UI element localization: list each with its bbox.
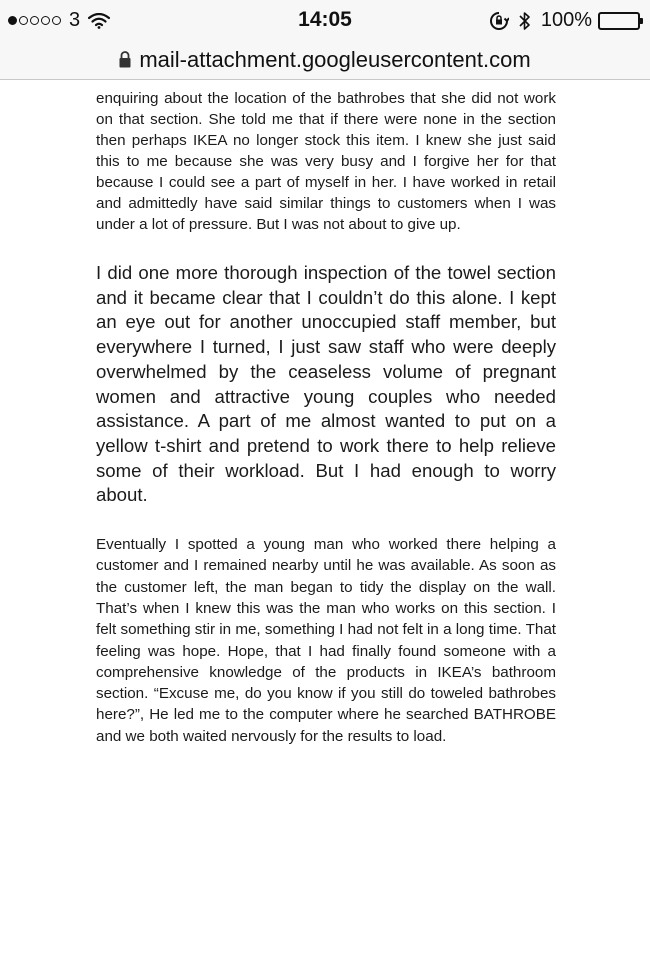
lock-icon xyxy=(119,51,131,68)
status-bar xyxy=(0,0,650,40)
status-right xyxy=(489,9,640,32)
battery-percentage: 100% xyxy=(540,9,592,31)
battery-icon xyxy=(598,12,640,30)
url-text[interactable]: mail-attachment.googleusercontent.com xyxy=(139,46,531,72)
paragraph-2: I did one more thorough inspection of the towel section and it became clear that I couldn’t do this alone. I kept an eye out for another unoccupied staff member, but everywhere I turned, I just saw staff who were deeply overwhelmed by the ceaseless volume of pregnant women and attractive young couples who needed assistance. A part of me almost wanted to put on a yellow t-shirt and pretend to work there to help relieve some of their workload. But I had enough to worry about. xyxy=(96,262,556,506)
paragraph-3: Eventually I spotted a young man who worked there helping a customer and I remained nearby until he was available. As soon as the customer left, the man began to tidy the display on the wall. That’s when I knew this was the man who works on this section. I felt something stir in me, something I had not felt in a long time. That feeling was hope. Hope, that I had finally found someone with a comprehensive knowledge of the products in IKEA’s bathroom section. “Excuse me, do you know if you still do toweled bathrobes here?”, He led me to the computer where he searched BATHROBE and we both waited nervously for the results to load. xyxy=(96,536,556,745)
orientation-lock-icon xyxy=(489,11,509,31)
document-content xyxy=(96,84,556,747)
paragraph-1: enquiring about the location of the bathrobes that she did not work on that section. She told me that if there were none in the section then perhaps IKEA no longer stock this item. I knew she just said this to me because she was very busy and I forgive her for that because I could see a part of myself in her. I have worked in retail and admittedly have said similar things to customers when I was under a lot of pressure. But I was not about to give up. xyxy=(96,90,556,233)
bluetooth-icon xyxy=(519,11,531,31)
carrier-name: 3 xyxy=(69,9,81,31)
address-bar[interactable] xyxy=(0,40,650,80)
clock: 14:05 xyxy=(298,8,352,31)
